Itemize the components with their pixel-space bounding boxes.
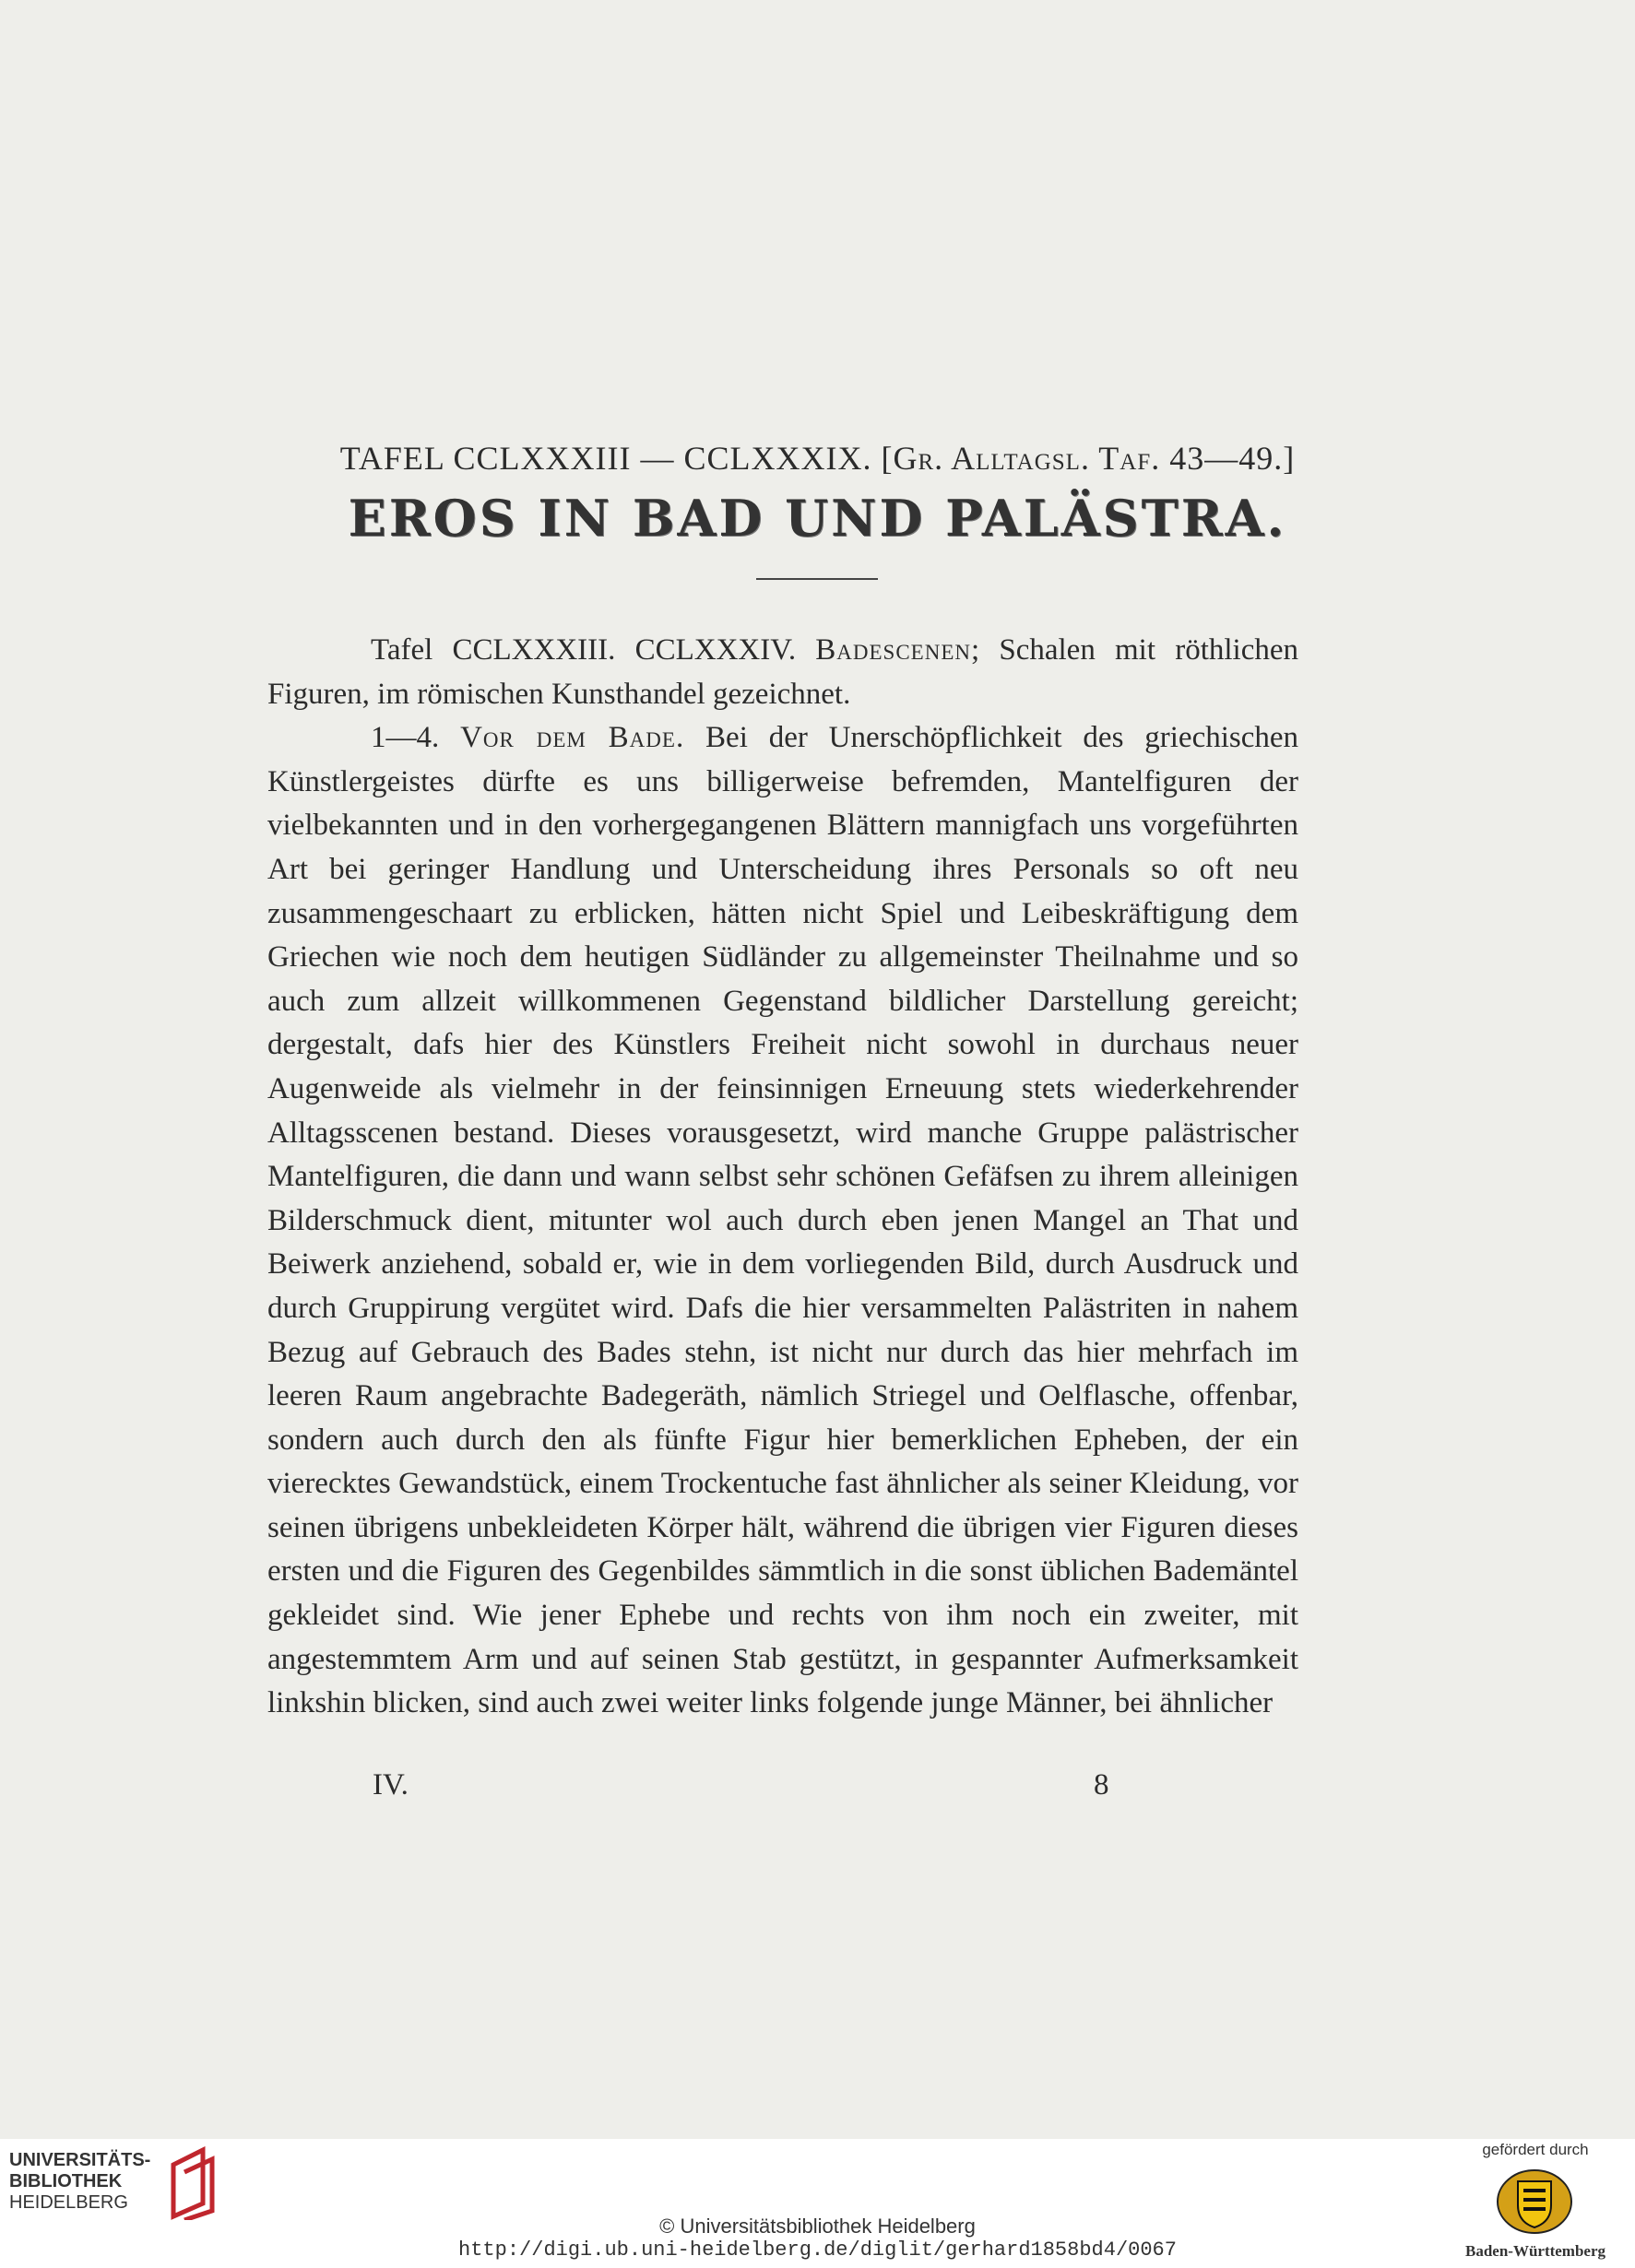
paragraph-label: Badescenen (815, 633, 971, 667)
permalink[interactable]: http://digi.ub.uni-heidelberg.de/diglit/gerhard1858bd4/0067 (458, 2238, 1177, 2262)
plate-reference-numbers: 43—49.] (1160, 440, 1296, 477)
paragraph-text: Bei der Unerschöpflichkeit des griechischen Künstlergeistes dürfte es uns billigerweise befremden, Mantelfiguren der vielbekannten und in den vorhergegangenen Blättern mannigfach uns vorgeführten Art bei geringer Handlung und Unterscheidung ihres Personals so oft neu zusammengeschaart zu erblicken, hätten nicht Spiel und Leibeskräftigung dem Griechen wie noch dem heutigen Südländer zu allgemeinster Theilnahme und so auch zum allzeit willkommenen Gegenstand bildlicher Darstellung gereicht; dergestalt, dafs hier des Künstlers Freiheit nicht sowohl in durchaus neuer Augenweide als vielmehr in der feinsinnigen Erneuung stets wiederkehrender Alltagsscenen bestand. Dieses vorausgesetzt, wird manche Gruppe palästrischer Mantelfiguren, die dann und wann selbst sehr schönen Gefäfsen zu ihrem alleinigen Bilderschmuck dient, mitunter wol auch durch eben jenen Mangel an That und Beiwerk anziehend, sobald er, wie in dem vorliegenden Bild, durch Ausdruck und durch Gruppirung vergütet wird. Dafs die hier versammelten Palästriten in nahem Bezug auf Gebrauch des Bades stehn, ist nicht nur durch das hier mehrfach im leeren Raum angebrachte Badegeräth, nämlich Striegel und Oelflasche, offenbar, sondern auch durch den als fünfte Figur hier bemerklichen Epheben, der ein vierecktes Gewandstück, einem Trockentuche fast ähnlicher als seiner Kleidung, vor seinen übrigens unbekleideten Körper hält, während die übrigen vier Figuren dieses ersten und die Figuren des Gegenbildes sämmtlich in die sonst üblichen Bademäntel gekleidet sind. Wie jener Ephebe und rechts von ihm noch ein zweiter, mit angestemmtem Arm und auf seinen Stab gestützt, in gespannter Aufmerksamkeit linkshin blicken, sind auch zwei weiter links folgende junge Männer, bei ähnlicher (267, 721, 1299, 1720)
body-text (267, 629, 1298, 1726)
library-name-line: UNIVERSITÄTS- (9, 2150, 151, 2170)
paragraph-label: Vor dem Bade. (460, 721, 685, 755)
library-name-line: BIBLIOTHEK (9, 2171, 123, 2191)
library-logo-icon[interactable] (166, 2146, 221, 2224)
coat-of-arms-icon[interactable] (1496, 2165, 1573, 2242)
plate-heading (0, 439, 1635, 478)
sponsor-name: Baden-Württemberg (1464, 2242, 1606, 2260)
plate-range: TAFEL CCLXXXIII — CCLXXXIX. [ (339, 440, 894, 477)
paragraph-lead: 1—4. (371, 721, 461, 755)
volume-signature: IV. (373, 1768, 409, 1801)
paragraph-text: ; Schalen mit röthlichen Figuren, im römischen Kunsthandel gezeichnet. (267, 633, 1298, 711)
copyright-notice: © Universitätsbibliothek Heidelberg (659, 2215, 976, 2238)
library-name[interactable] (9, 2150, 150, 2214)
paragraph-before-bath (267, 716, 1298, 1726)
page-title: EROS IN BAD UND PALÄSTRA. (348, 489, 1287, 548)
paragraph-plates (267, 629, 1298, 716)
paragraph-lead: Tafel CCLXXXIII. CCLXXXIV. (371, 633, 816, 667)
library-name-line: HEIDELBERG (9, 2192, 128, 2213)
title-divider (756, 578, 878, 580)
sheet-signature: 8 (1094, 1768, 1109, 1801)
plate-reference: Gr. Alltagsl. Taf. (893, 440, 1161, 477)
sponsor-label: gefördert durch (1482, 2141, 1589, 2158)
